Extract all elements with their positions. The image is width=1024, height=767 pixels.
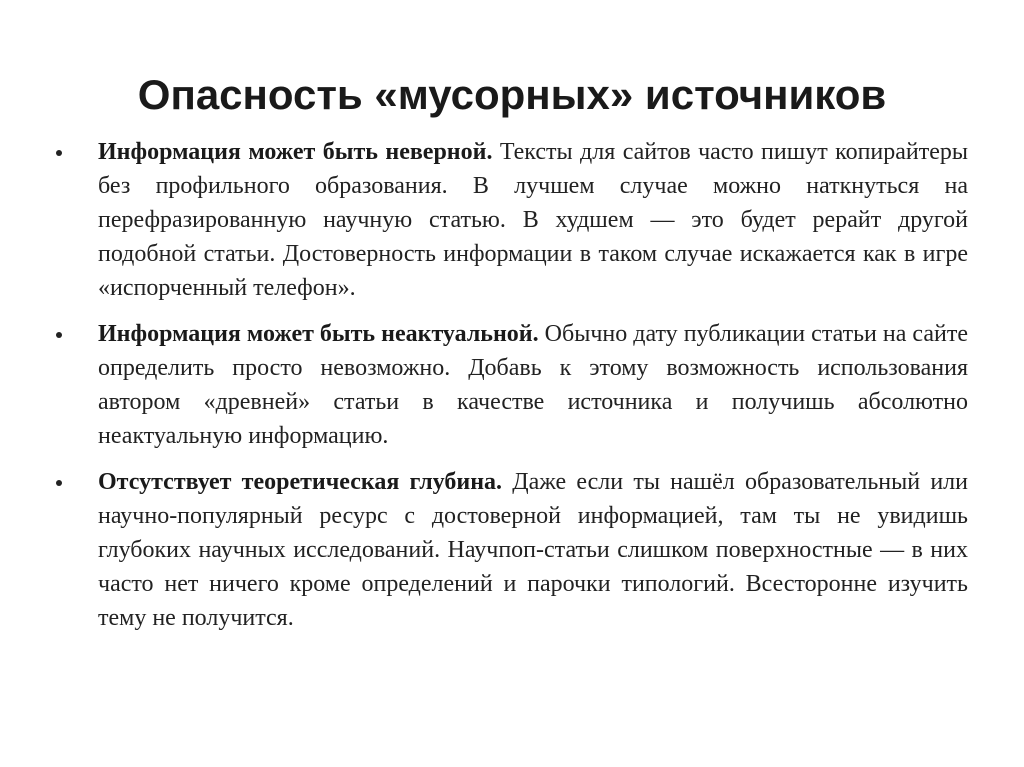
- bullet-item-no-depth: [52, 465, 968, 635]
- bullet-item-wrong-info: [52, 135, 968, 305]
- bullet-lead: Информация может быть неактуальной.: [98, 321, 539, 347]
- bullet-list: [52, 135, 968, 647]
- bullet-text: Тексты для сайтов часто пишут копирайтеры без профильного образования. В лучшем случае можно наткнуться на перефразированную научную статью. В худшем — это будет рерайт другой подобной статьи. Достоверность информации в таком случае искажается как в игре «испорченный телефон».: [98, 139, 969, 301]
- bullet-dot-icon: [56, 480, 62, 486]
- bullet-lead: Отсутствует теоретическая глубина.: [98, 469, 503, 495]
- bullet-text: Даже если ты нашёл образовательный или научно-популярный ресурс с достоверной информацией, там ты не увидишь глубоких научных исследований. Научпоп-статьи слишком поверхностные — в них часто нет ничего кроме определений и парочки типологий. Всесторонне изучить тему не получится.: [98, 469, 968, 631]
- bullet-lead: Информация может быть неверной.: [98, 139, 493, 165]
- bullet-item-outdated-info: [52, 317, 968, 453]
- bullet-text: Обычно дату публикации статьи на сайте определить просто невозможно. Добавь к этому возможность использования автором «древней» статьи в качестве источника и получишь абсолютно неактуальную информацию.: [98, 321, 969, 449]
- bullet-dot-icon: [56, 332, 62, 338]
- bullet-dot-icon: [56, 150, 62, 156]
- slide-title: Опасность «мусорных» источников: [137, 71, 887, 118]
